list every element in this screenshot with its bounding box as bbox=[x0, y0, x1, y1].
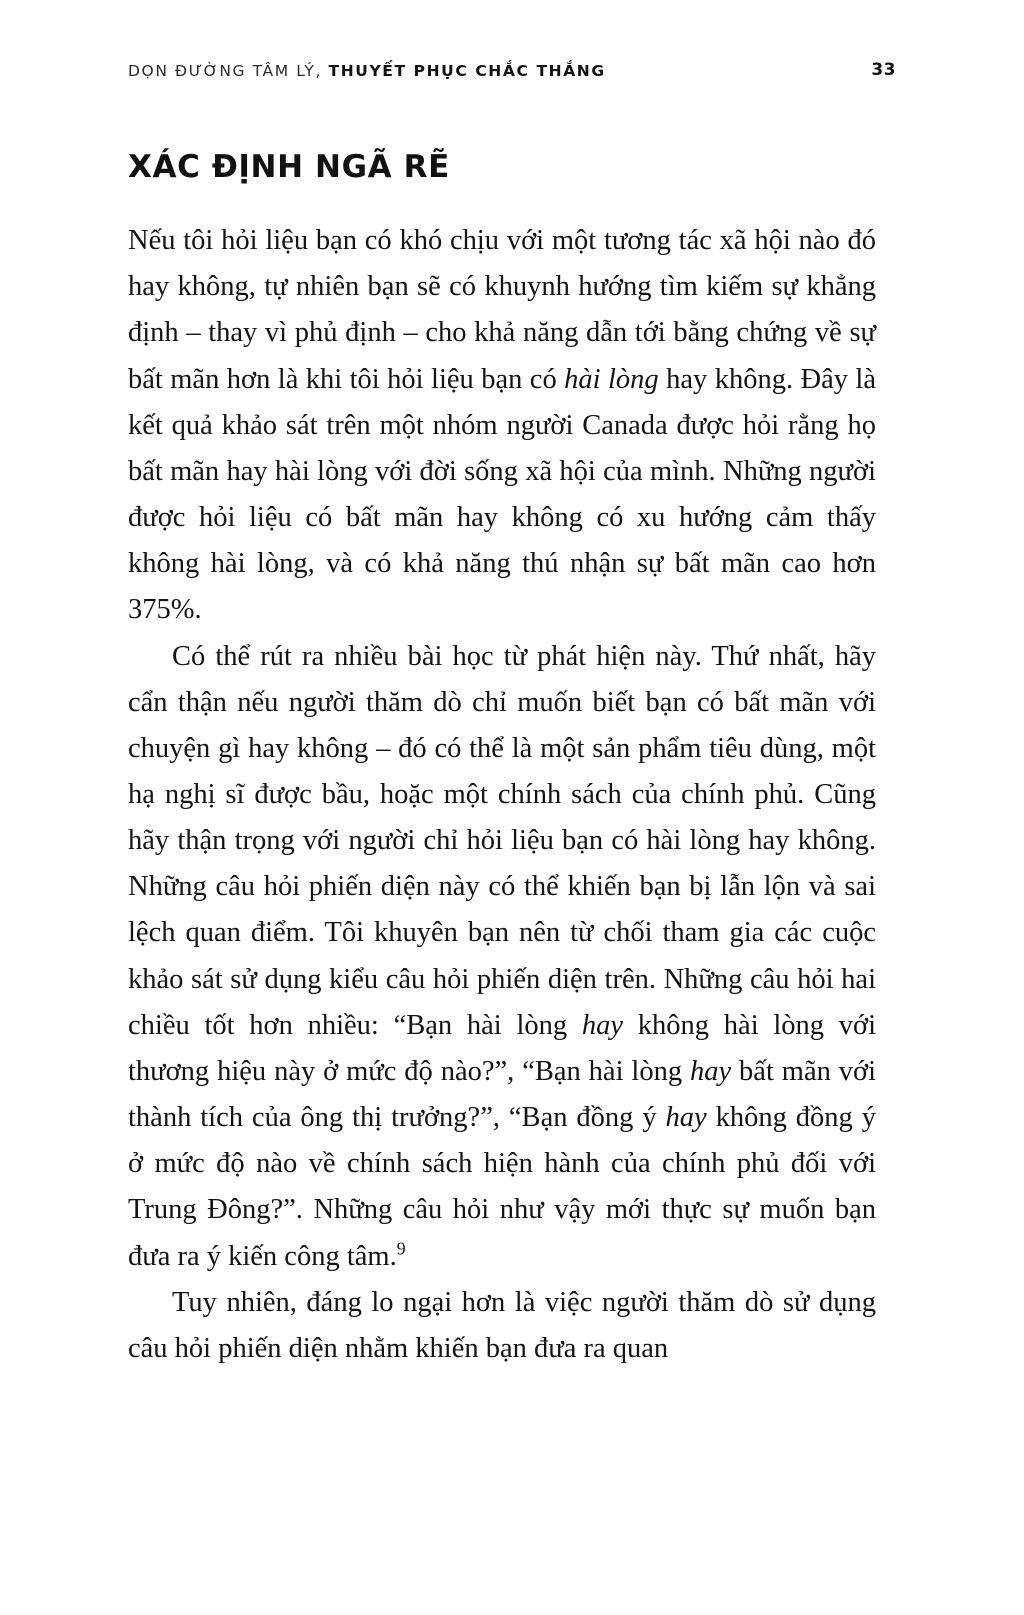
paragraph-1 bbox=[128, 218, 876, 633]
running-head-title: THUYẾT PHỤC CHẮC THẮNG bbox=[328, 62, 606, 80]
paragraph-2-emphasis-3: hay bbox=[665, 1102, 707, 1134]
running-head-left: DỌN ĐƯỜNG TÂM LÝ, bbox=[128, 62, 329, 80]
paragraph-1-part-a: Nếu tôi hỏi liệu bạn có khó chịu với một tương tác xã hội nào đó hay không, tự nhiên bạn sẽ có khuynh hướng tìm kiếm sự khẳng định – thay vì phủ định – cho khả năng dẫn tới bằng chứng về sự bất mãn hơn là khi tôi hỏi liệu bạn có bbox=[128, 225, 876, 395]
paragraph-3 bbox=[128, 1280, 876, 1372]
running-head bbox=[128, 62, 896, 80]
paragraph-1-part-b: hay không. Đây là kết quả khảo sát trên một nhóm người Canada được hỏi rằng họ bất mãn hay hài lòng với đời sống xã hội của mình. Những người được hỏi liệu có bất mãn hay không có xu hướng cảm thấy không hài lòng, và có khả năng thú nhận sự bất mãn cao hơn 375%. bbox=[128, 363, 877, 626]
paragraph-2-part-b: không hài lòng với thương hiệu này ở mức độ nào?”, “Bạn hài lòng bbox=[128, 1009, 877, 1087]
paragraph-2 bbox=[128, 634, 876, 1280]
paragraph-2-part-a: Có thể rút ra nhiều bài học từ phát hiện này. Thứ nhất, hãy cẩn thận nếu người thăm dò chỉ muốn biết bạn có bất mãn với chuyện gì hay không – đó có thể là một sản phẩm tiêu dùng, một hạ nghị sĩ được bầu, hoặc một chính sách của chính phủ. Cũng hãy thận trọng với người chỉ hỏi liệu bạn có hài lòng hay không. Những câu hỏi phiến diện này có thể khiến bạn bị lẫn lộn và sai lệch quan điểm. Tôi khuyên bạn nên từ chối tham gia các cuộc khảo sát sử dụng kiểu câu hỏi phiến diện trên. Những câu hỏi hai chiều tốt hơn nhiều: “Bạn hài lòng bbox=[128, 640, 876, 1041]
page-content bbox=[128, 150, 876, 1372]
paragraph-2-part-d: không đồng ý ở mức độ nào về chính sách hiện hành của chính phủ đối với Trung Đông?”. Những câu hỏi như vậy mới thực sự muốn bạn đưa ra ý kiến công tâm. bbox=[128, 1102, 876, 1272]
paragraph-2-part-c: bất mãn với thành tích của ông thị trưởng?”, “Bạn đồng ý bbox=[128, 1055, 877, 1134]
paragraph-1-emphasis-1: hài lòng bbox=[564, 363, 659, 395]
paragraph-2-emphasis-1: hay bbox=[581, 1009, 624, 1041]
section-heading: XÁC ĐỊNH NGÃ RẼ bbox=[128, 149, 450, 185]
paragraph-2-emphasis-2: hay bbox=[689, 1055, 732, 1087]
paragraph-3-text: Tuy nhiên, đáng lo ngại hơn là việc người thăm dò sử dụng câu hỏi phiến diện nhằm khiến bạn đưa ra quan bbox=[128, 1286, 876, 1364]
footnote-marker: 9 bbox=[396, 1238, 406, 1259]
page-number: 33 bbox=[871, 60, 896, 80]
